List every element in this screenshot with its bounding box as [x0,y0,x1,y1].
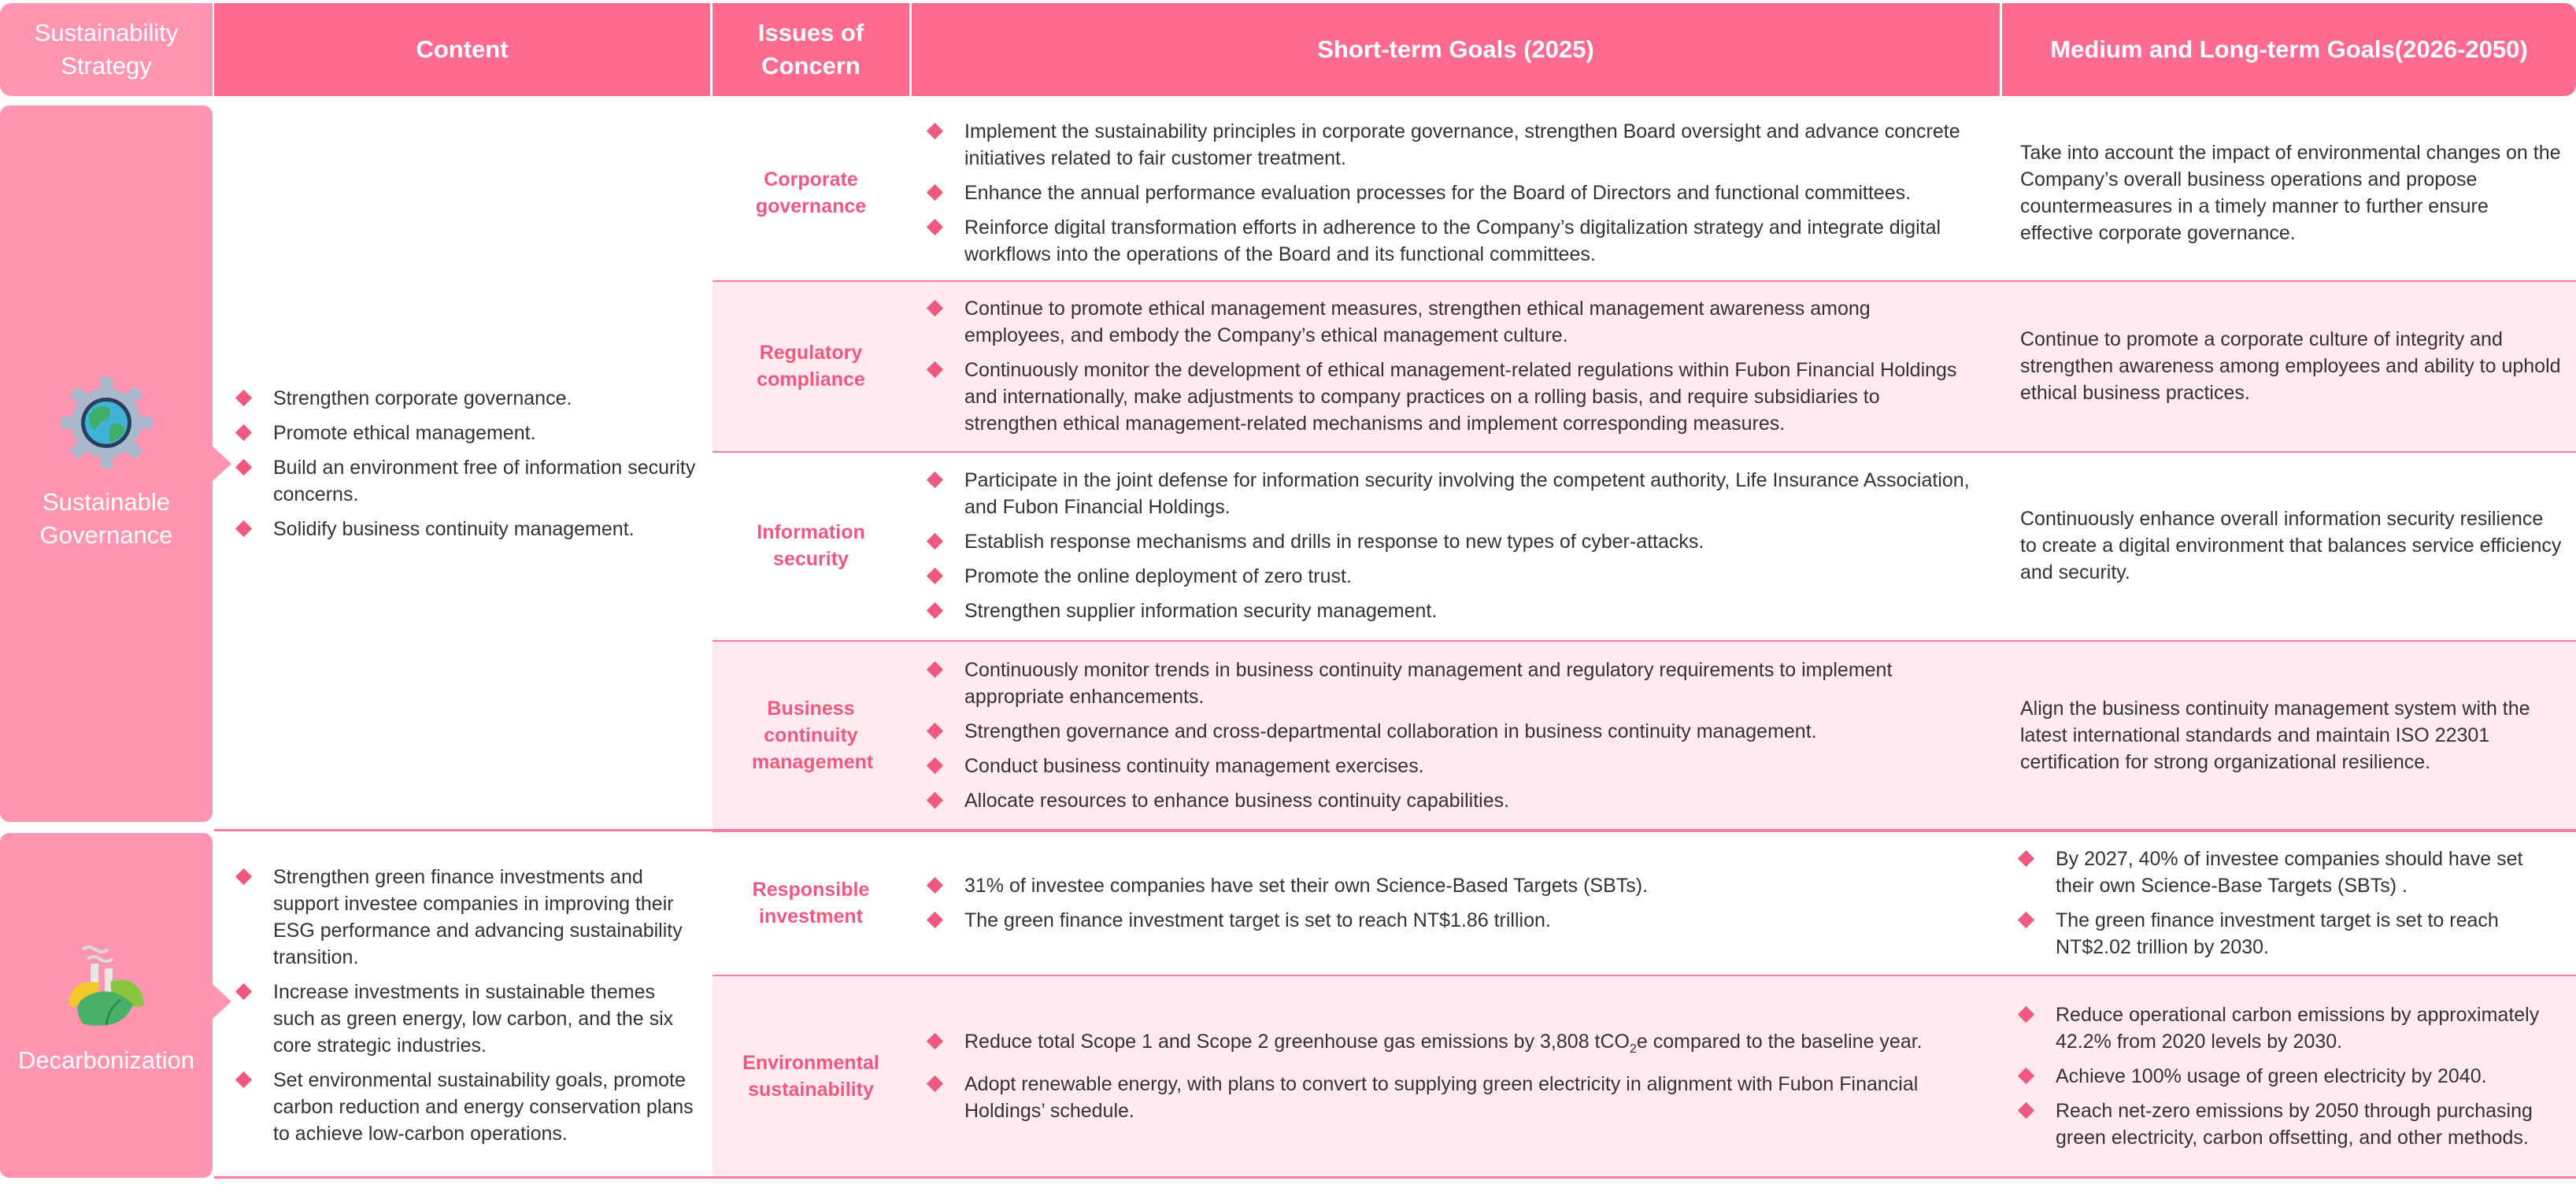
short-business-continuity [921,640,1972,831]
issue-environmental-sustainability: Environmental sustainability [742,1052,879,1101]
list-item-scope-emissions: Reduce total Scope 1 and Scope 2 greenhouse gas emissions by 3,808 tCO$_2$e compared to the baseline year. [921,1028,1972,1063]
long-environmental-sustainability [2012,975,2563,1178]
strategy-label-decarbonization: Decarbonization [17,1046,195,1074]
list-item: Solidify business continuity management. [230,516,701,542]
long-regulatory-compliance: Continue to promote a corporate culture of integrity and strengthen awareness among employees and ability to uphold ethical business practices. [2020,328,2561,404]
list-item: The green finance investment target is set to reach NT$2.02 trillion by 2030. [2012,907,2563,961]
header-issues: Issues of Concern [712,3,909,96]
list-item: Continuously monitor the development of ethical management-related regulations within Fubon Financial Holdings and internationally, make adjustments to company practices on a rolling basis, and require subsidiaries to strengthen ethical management-related mechanisms and implement corresponding measures. [921,357,1972,437]
strategy-sustainable-governance [0,105,213,822]
list-item: Establish response mechanisms and drills in response to new types of cyber-attacks. [921,528,1972,555]
issue-regulatory-compliance: Regulatory compliance [757,341,865,391]
list-item: Achieve 100% usage of green electricity by 2040. [2012,1063,2563,1090]
list-item: Increase investments in sustainable themes such as green energy, low carbon, and the six core strategic industries. [230,979,701,1059]
issue-responsible-investment: Responsible investment [752,878,870,927]
content-decarbonization [214,833,710,1178]
list-item: 31% of investee companies have set their own Science-Based Targets (SBTs). [921,872,1972,899]
issue-corporate-governance: Corporate governance [755,168,867,217]
list-item: Strengthen green finance investments and support investee companies in improving their ESG performance and advancing sustainability transition. [230,864,701,971]
header-strategy: Sustainability Strategy [0,3,213,96]
issue-business-continuity: Business continuity management [752,698,874,773]
list-item: Reduce operational carbon emissions by approximately 42.2% from 2020 levels by 2030. [2012,1001,2563,1055]
list-item: Promote the online deployment of zero trust. [921,563,1972,590]
list-item: Set environmental sustainability goals, promote carbon reduction and energy conservation plans to achieve low-carbon operations. [230,1067,701,1147]
short-corporate-governance [921,105,1972,280]
short-information-security [921,451,1972,640]
list-item: Promote ethical management. [230,420,701,446]
list-item: The green finance investment target is set to reach NT$1.86 trillion. [921,907,1972,934]
long-business-continuity: Align the business continuity management system with the latest international standards and maintain ISO 22301 certification for strong organizational resilience. [2020,698,2530,773]
list-item: By 2027, 40% of investee companies should have set their own Science-Base Targets (SBTs) . [2012,846,2563,899]
list-item: Continuously monitor trends in business continuity management and regulatory requirements to implement appropriate enhancements. [921,657,1972,710]
list-item: Reach net-zero emissions by 2050 through purchasing green electricity, carbon offsetting, and other methods. [2012,1098,2563,1151]
gear-globe-icon [59,376,154,470]
short-responsible-investment [921,831,1972,975]
long-responsible-investment [2012,831,2563,975]
green-factory-leaf-icon [59,934,154,1028]
short-regulatory-compliance [921,280,1972,451]
strategy-decarbonization [0,833,213,1178]
content-governance-list [230,377,701,550]
list-item: Strengthen governance and cross-departmental collaboration in business continuity management. [921,718,1972,745]
list-item: Strengthen corporate governance. [230,385,701,412]
issue-information-security: Information security [757,521,865,570]
long-corporate-governance: Take into account the impact of environmental changes on the Company’s overall business operations and propose countermeasures in a timely manner to further ensure effective corporate governance. [2020,142,2561,244]
header-long-term: Medium and Long-term Goals(2026-2050) [2002,3,2576,96]
list-item: Adopt renewable energy, with plans to convert to supplying green electricity in alignment with Fubon Financial Holdings’ schedule. [921,1071,1972,1124]
list-item: Allocate resources to enhance business continuity capabilities. [921,787,1972,814]
list-item: Reinforce digital transformation efforts in adherence to the Company’s digitalization strategy and integrate digital workflows into the operations of the Board and its functional committees. [921,214,1972,268]
list-item: Implement the sustainability principles in corporate governance, strengthen Board oversight and advance concrete initiatives related to fair customer treatment. [921,118,1972,172]
list-item: Enhance the annual performance evaluation processes for the Board of Directors and functional committees. [921,180,1972,206]
list-item: Strengthen supplier information security management. [921,598,1972,624]
list-item: Participate in the joint defense for information security involving the competent authority, Life Insurance Association, and Fubon Financial Holdings. [921,467,1972,520]
content-governance [214,105,710,822]
list-item: Build an environment free of information security concerns. [230,454,701,508]
list-item: Continue to promote ethical management measures, strengthen ethical management awareness among employees, and embody the Company’s ethical management culture. [921,295,1972,349]
list-item: Conduct business continuity management exercises. [921,753,1972,779]
header-short-term: Short-term Goals (2025) [912,3,2000,96]
content-decarbonization-list [230,856,701,1155]
header-content: Content [214,3,710,96]
strategy-label-governance: Sustainable Governance [39,488,173,549]
long-information-security: Continuously enhance overall information security resilience to create a digital environment that balances service efficiency and security. [2020,508,2562,583]
short-environmental-sustainability [921,975,1972,1178]
